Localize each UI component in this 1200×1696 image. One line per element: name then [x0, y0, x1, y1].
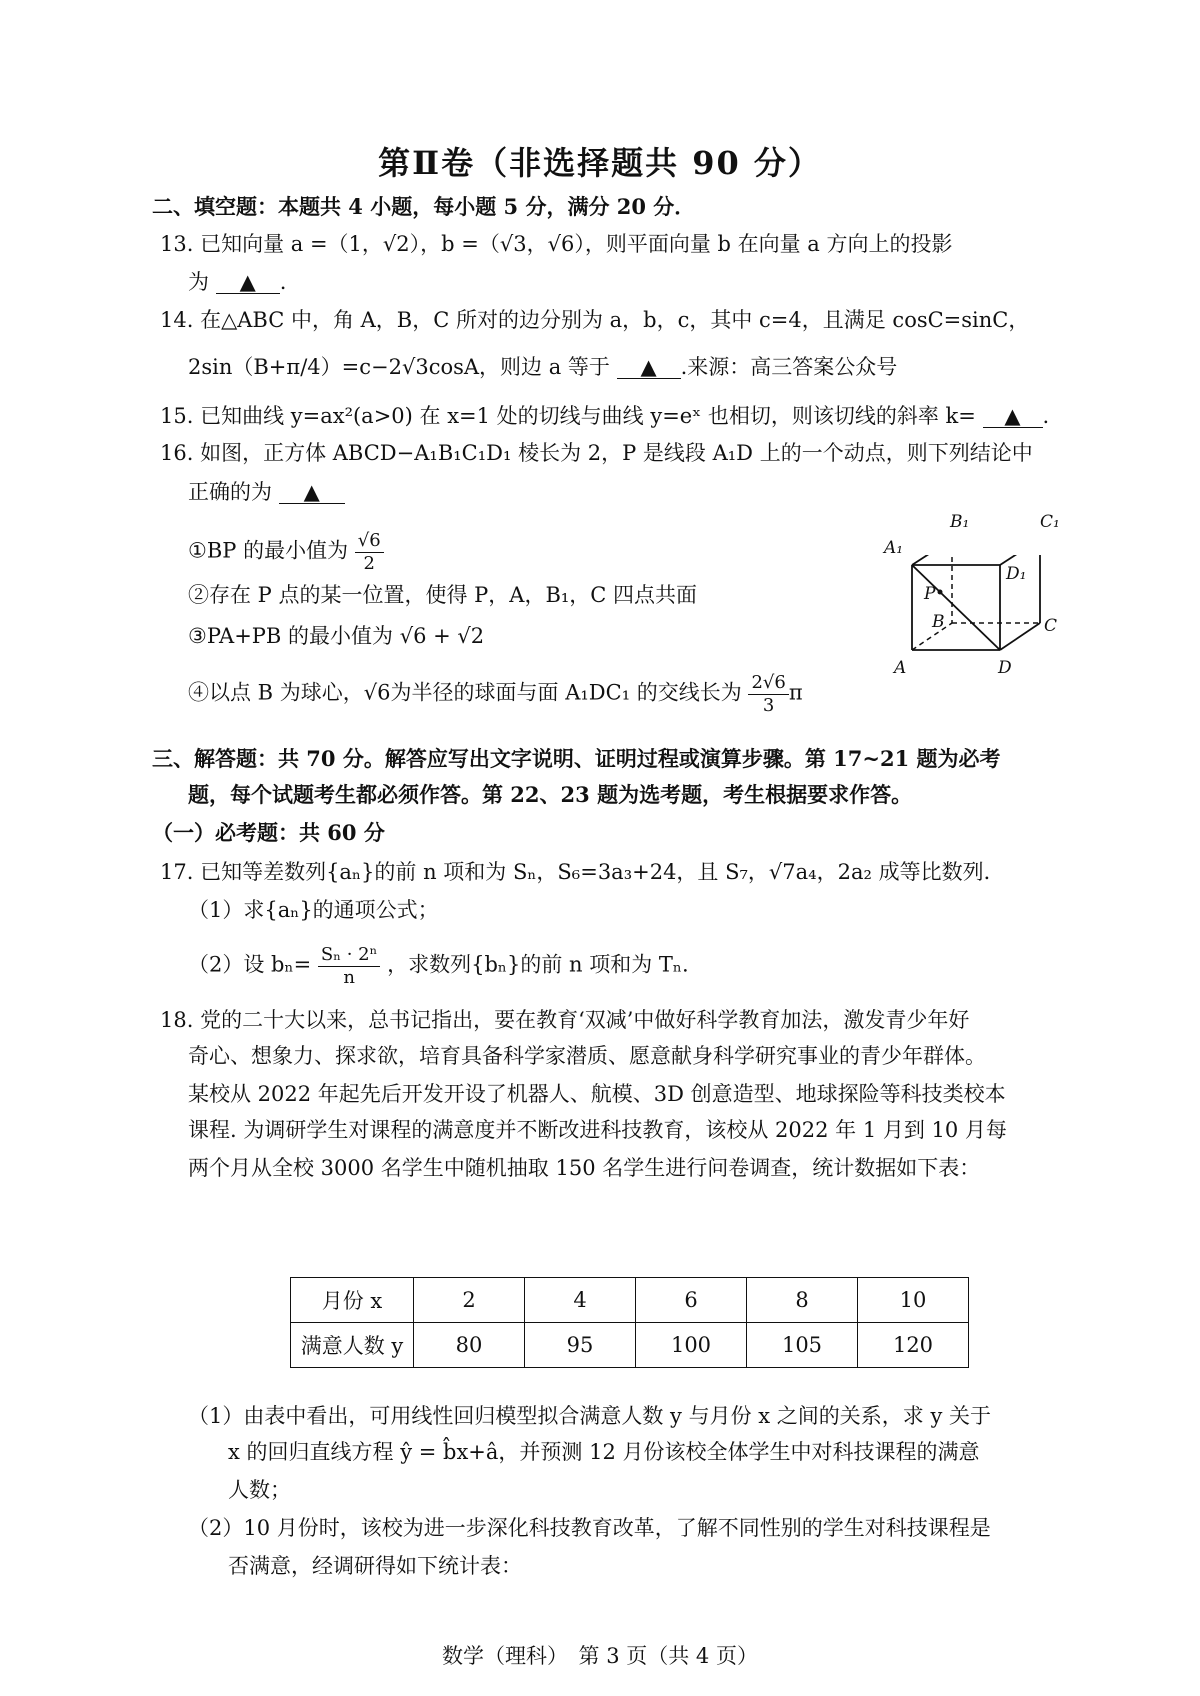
required-questions-header: （一）必考题：共 60 分	[152, 820, 385, 845]
q15-answer-blank: ▲	[983, 406, 1043, 428]
table-cell: 100	[636, 1323, 747, 1368]
table-cell: 8	[747, 1278, 858, 1323]
section2-header: 二、填空题：本题共 4 小题，每小题 5 分，满分 20 分．	[152, 194, 696, 219]
q17-part2-suffix: ，求数列{bₙ}的前 n 项和为 Tₙ.	[387, 952, 689, 977]
q14-line1: 14. 在△ABC 中，角 A，B，C 所对的边分别为 a，b，c，其中 c=4，且满足 cosC=sinC，	[160, 308, 1030, 332]
q18-line5: 两个月从全校 3000 名学生中随机抽取 150 名学生进行问卷调查，统计数据如下表：	[188, 1156, 981, 1180]
q18-line1: 18. 党的二十大以来，总书记指出，要在教育‘双减’中做好科学教育加法，激发青少年好	[160, 1008, 970, 1032]
edge-d-c	[1000, 623, 1040, 650]
fraction-numerator: Sₙ · 2ⁿ	[318, 944, 381, 967]
q16-option-2: ②存在 P 点的某一位置，使得 P，A，B₁，C 四点共面	[188, 583, 698, 607]
option-1-text: ①BP 的最小值为	[188, 538, 349, 563]
q16-line2	[188, 482, 345, 504]
fraction-denominator: 2	[363, 552, 375, 574]
option-1-fraction	[355, 530, 384, 574]
fraction-numerator: 2√6	[748, 672, 788, 695]
table-cell: 2	[414, 1278, 525, 1323]
label-a: A	[894, 658, 907, 678]
q18-part1-line1: （1）由表中看出，可用线性回归模型拟合满意人数 y 与月份 x 之间的关系，求 y 关于	[188, 1404, 991, 1428]
q13-answer-blank: ▲	[216, 272, 280, 294]
table-header-count: 满意人数 y	[291, 1323, 414, 1368]
q16-option-3: ③PA+PB 的最小值为 √6 + √2	[188, 624, 485, 648]
label-d1: D₁	[1006, 564, 1027, 584]
option-4-fraction	[748, 672, 788, 716]
q16-option-1	[188, 530, 384, 574]
q15-line: 15. 已知曲线 y=ax²(a>0) 在 x=1 处的切线与曲线 y=eˣ 也相切，则该切线的斜率 k= ▲ .	[160, 404, 1050, 428]
q16-prompt: 正确的为	[188, 480, 272, 504]
fraction-denominator: 3	[762, 694, 775, 716]
page-footer: 数学（理科） 第 3 页（共 4 页）	[442, 1644, 758, 1668]
q18-part2-line2: 否满意，经调研得如下统计表：	[228, 1554, 522, 1578]
page-title: 第Ⅱ卷（非选择题共 90 分）	[378, 144, 822, 182]
q18-part2-line1: （2）10 月份时，该校为进一步深化科技教育改革，了解不同性别的学生对科技课程是	[188, 1516, 991, 1540]
option-4-text: ④以点 B 为球心，√6为半径的球面与面 A₁DC₁ 的交线长为	[188, 680, 742, 705]
q16-answer-blank: ▲	[279, 482, 345, 504]
table-cell: 6	[636, 1278, 747, 1323]
label-a1: A₁	[884, 538, 904, 558]
label-d: D	[998, 658, 1012, 678]
label-b1: B₁	[950, 512, 970, 532]
survey-data-table	[290, 1277, 969, 1368]
fraction-denominator: n	[343, 966, 355, 988]
q14-formula: 2sin（B+π/4）=c−2√3cosA，则边 a 等于	[188, 355, 610, 379]
table-cell: 120	[858, 1323, 969, 1368]
q13-line1: 13. 已知向量 a =（1，√2），b =（√3，√6），则平面向量 b 在向量 a 方向上的投影	[160, 232, 953, 256]
q14-answer-blank: ▲	[617, 357, 681, 379]
q13-answer-prefix: 为	[188, 270, 209, 294]
q18-line2: 奇心、想象力、探求欲，培育具备科学家潜质、愿意献身科学研究事业的青少年群体。	[188, 1044, 986, 1068]
q16-line1: 16. 如图，正方体 ABCD−A₁B₁C₁D₁ 棱长为 2，P 是线段 A₁D 上的一个动点，则下列结论中	[160, 441, 1033, 465]
section3-header-line2: 题，每个试题考生都必须作答。第 22、23 题为选考题，考生根据要求作答。	[188, 782, 913, 807]
table-cell: 95	[525, 1323, 636, 1368]
q16-option-4	[188, 672, 803, 716]
edge-a1-b1	[912, 555, 952, 565]
table-cell: 80	[414, 1323, 525, 1368]
table-row	[291, 1278, 969, 1323]
diagonal-a1-d	[912, 565, 1000, 650]
table-cell: 105	[747, 1323, 858, 1368]
q17-part2	[188, 944, 689, 988]
label-c1: C₁	[1040, 512, 1060, 532]
fraction-numerator: √6	[355, 530, 384, 553]
label-p: P	[924, 584, 936, 604]
option-4-pi: π	[788, 680, 803, 705]
point-p-dot	[938, 590, 943, 595]
q17-part2-prefix: （2）设 bₙ=	[188, 952, 312, 977]
label-b: B	[932, 612, 945, 632]
q15-text: 15. 已知曲线 y=ax²(a>0) 在 x=1 处的切线与曲线 y=eˣ 也相切，则该切线的斜率 k=	[160, 404, 976, 428]
table-cell: 4	[525, 1278, 636, 1323]
table-header-month: 月份 x	[291, 1278, 414, 1323]
label-c: C	[1044, 616, 1058, 636]
q14-line2	[188, 357, 897, 379]
q14-source: .来源：高三答案公众号	[680, 355, 898, 379]
q13-line2: 为 ▲ .	[188, 270, 287, 294]
q18-line4: 课程. 为调研学生对课程的满意度并不断改进科技教育，该校从 2022 年 1 月到 10 月每	[188, 1118, 1007, 1142]
q18-part1-line2: x 的回归直线方程 ŷ = b̂x+â，并预测 12 月份该校全体学生中对科技课程的满意	[228, 1440, 980, 1464]
table-cell: 10	[858, 1278, 969, 1323]
q18-part1-line3: 人数；	[228, 1478, 291, 1502]
section3-header-line1: 三、解答题：共 70 分。解答应写出文字说明、证明过程或演算步骤。第 17~21 题为必考	[152, 746, 1001, 771]
q18-line3: 某校从 2022 年起先后开发开设了机器人、航模、3D 创意造型、地球探险等科技类校本	[188, 1082, 1006, 1106]
q17-part1: （1）求{aₙ}的通项公式；	[188, 898, 439, 922]
q17-fraction	[318, 944, 381, 988]
table-row	[291, 1323, 969, 1368]
q17-line1: 17. 已知等差数列{aₙ}的前 n 项和为 Sₙ，S₆=3a₃+24，且 S₇，√7a₄，2a₂ 成等比数列．	[160, 860, 1005, 884]
